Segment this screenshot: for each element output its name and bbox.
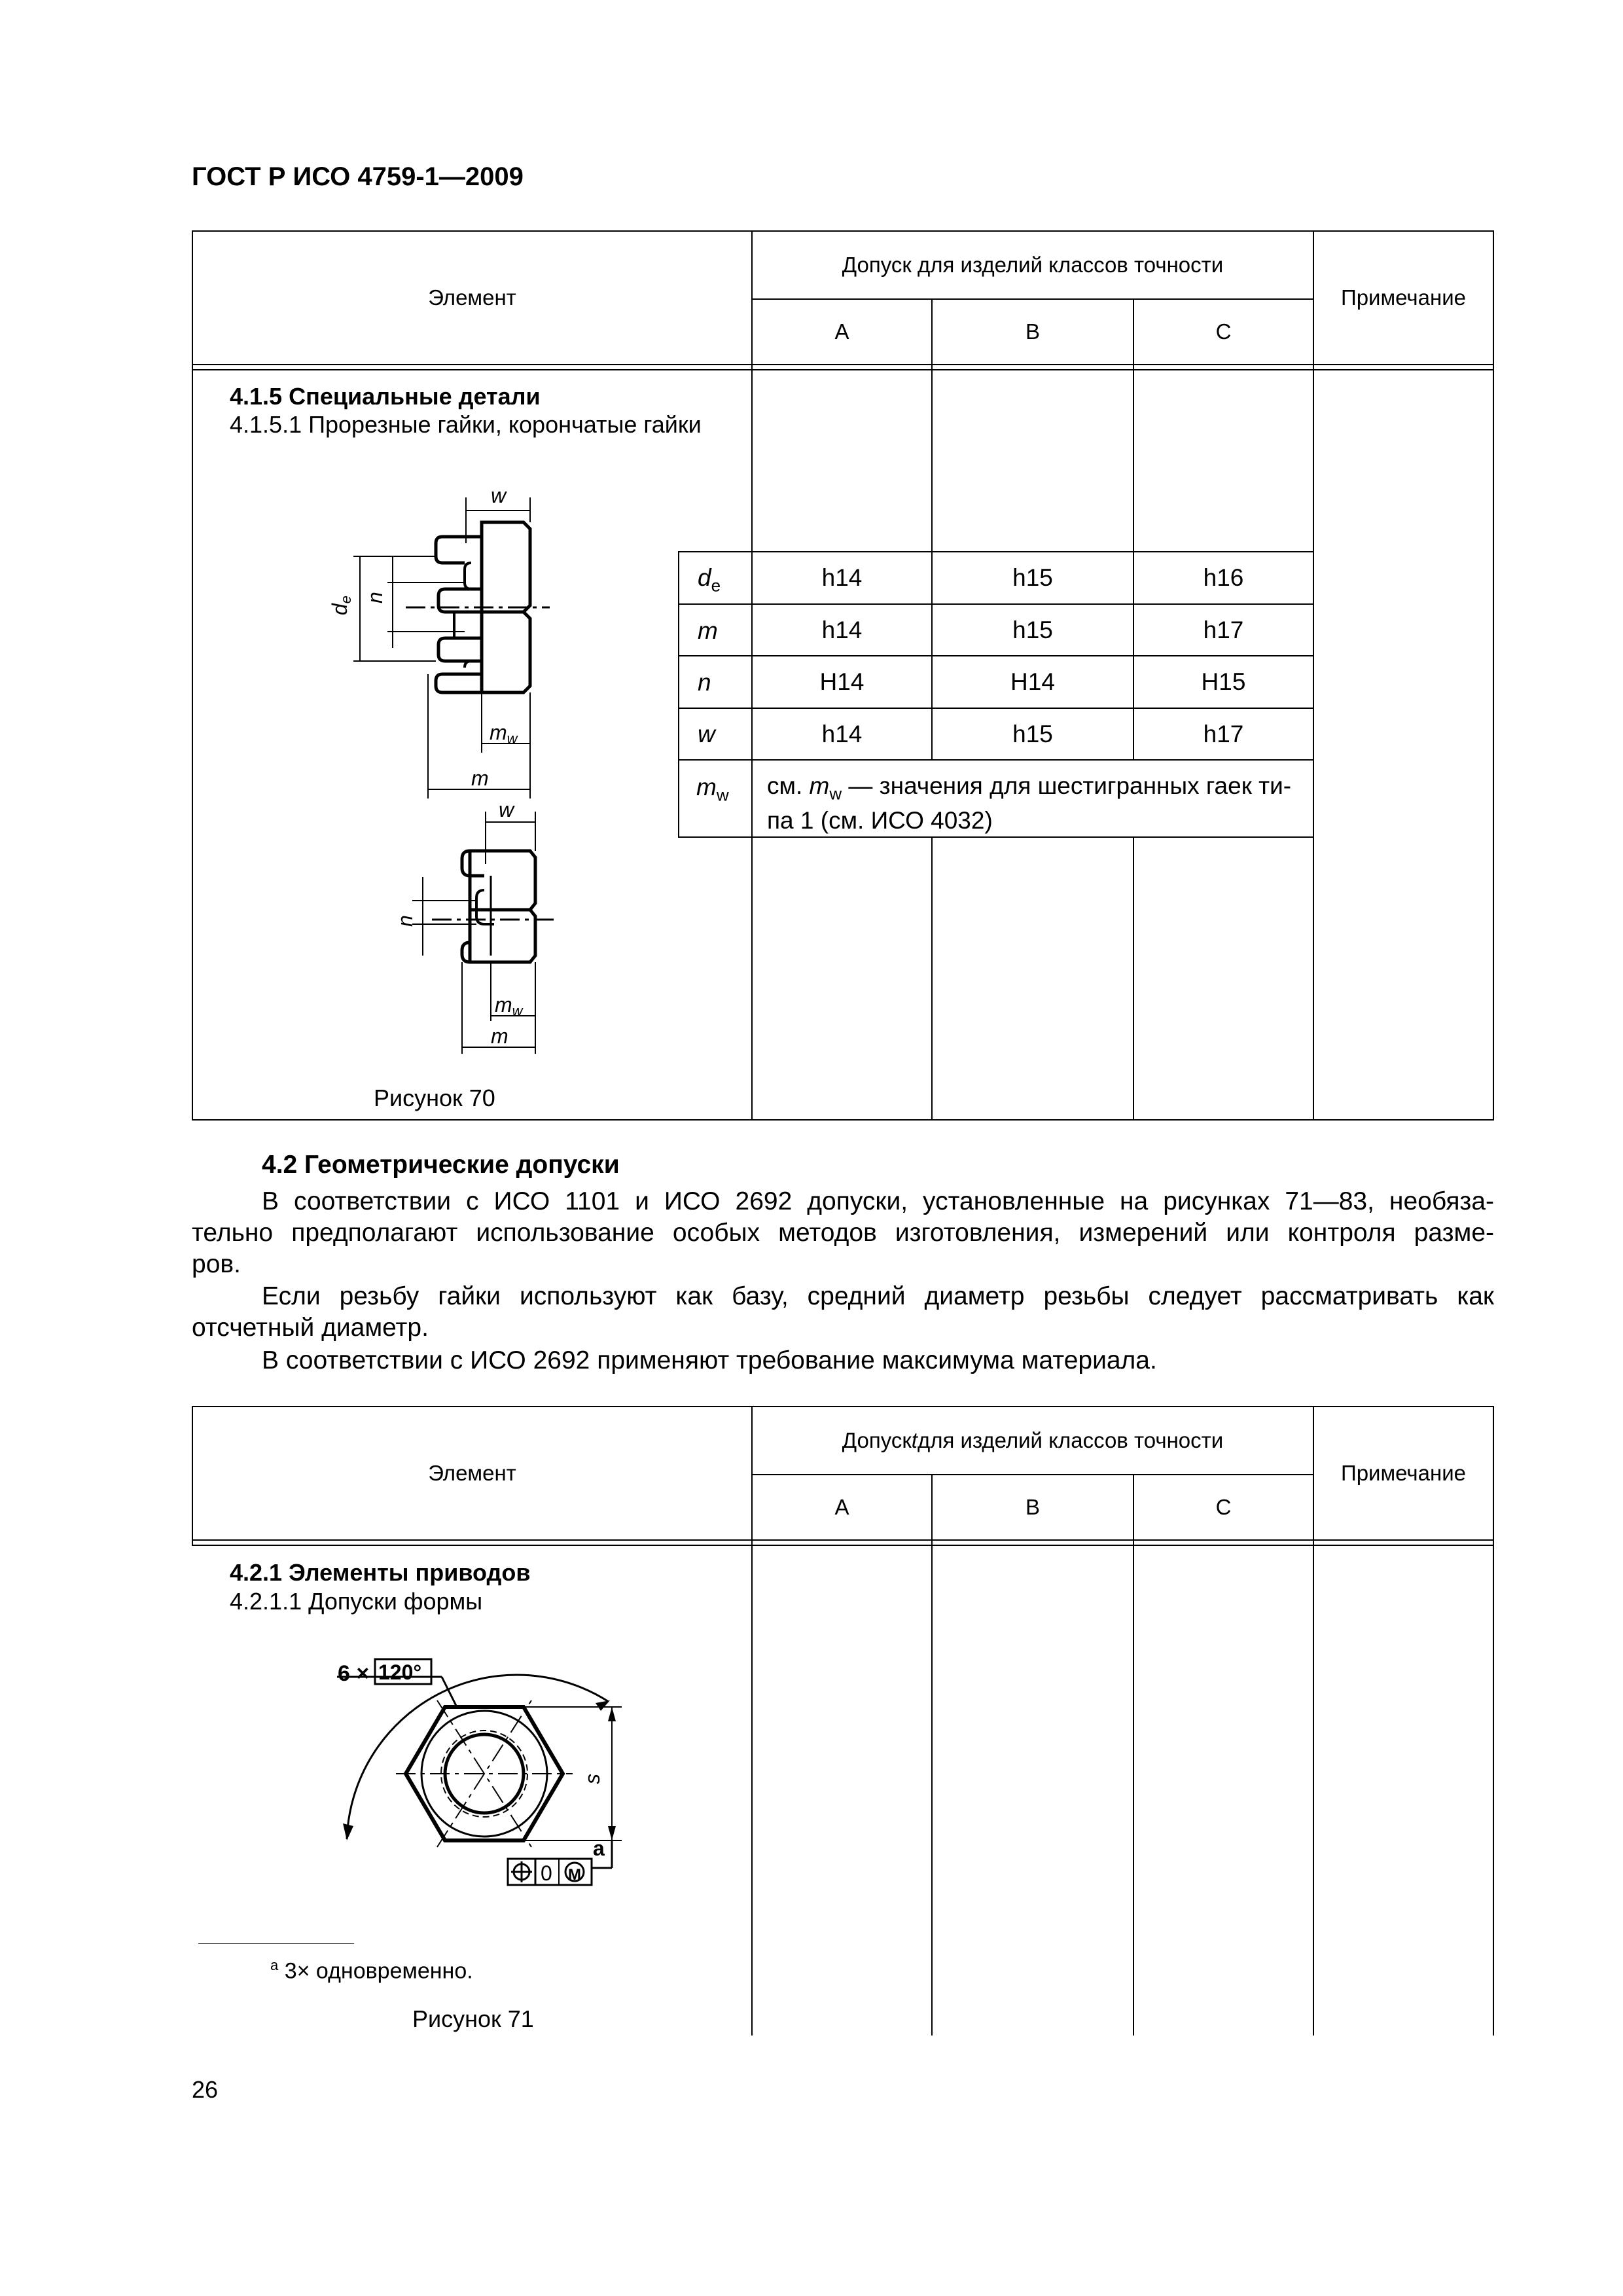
footnote-rule — [198, 1943, 354, 1944]
column-header-tolerance: Допуск для изделий классов точности — [842, 253, 1224, 277]
column-header-note: Примечание — [1340, 1461, 1466, 1485]
fig-label-de: de — [328, 595, 354, 615]
column-header-note: Примечание — [1340, 285, 1466, 310]
column-header-class-a: A — [834, 1495, 849, 1519]
table-cell: H14 — [819, 668, 865, 695]
section-subtitle: 4.2.1.1 Допуски формы — [230, 1588, 483, 1615]
table-cell: h15 — [1012, 720, 1053, 747]
section-title: 4.1.5 Специальные детали — [230, 383, 541, 410]
fig-label-w: w — [491, 484, 507, 507]
fig-label-mw-2: mw — [495, 993, 523, 1019]
symbol-w: w — [698, 721, 715, 747]
fig-label-angle: 120° — [378, 1660, 422, 1684]
fig-label-angle-count: 6 × — [338, 1661, 370, 1686]
max-material-icon: M — [568, 1866, 581, 1884]
figure-caption-70: Рисунок 70 — [374, 1085, 495, 1111]
column-header-tolerance: Допуск t для изделий классов точности — [842, 1428, 1224, 1452]
fig-label-w-2: w — [499, 798, 514, 821]
fig-label-tol: 0 — [541, 1861, 552, 1885]
fig-label-m-2: m — [491, 1024, 508, 1048]
table-cell: h16 — [1203, 564, 1244, 591]
symbol-m: m — [698, 617, 718, 644]
section-heading-4-2: 4.2 Геометрические допуски — [262, 1151, 620, 1179]
table-cell: h17 — [1203, 720, 1244, 747]
document-title: ГОСТ Р ИСО 4759-1—2009 — [192, 162, 524, 191]
slotted-nut-drawing — [314, 458, 576, 1086]
fig-label-mw: mw — [490, 721, 518, 747]
symbol-de: $d_e$ — [698, 564, 721, 596]
table-cell: H15 — [1201, 668, 1246, 695]
column-header-class-b: B — [1025, 1495, 1040, 1519]
table-cell: h17 — [1203, 616, 1244, 643]
fig-label-a: a — [593, 1837, 605, 1860]
table-cell: h14 — [821, 564, 863, 591]
table-cell: h15 — [1012, 564, 1053, 591]
symbol-n: n — [698, 669, 711, 696]
paragraph-2: Если резьбу гайки используют как базу, средний диаметр резьбы следует рассматривать как отсчетный диаметр. — [192, 1282, 1494, 1342]
table-cell: h14 — [821, 720, 863, 747]
page-number: 26 — [192, 2076, 219, 2103]
hex-nut-form-tolerance-drawing — [314, 1630, 654, 1918]
symbol-mw: $m_w$ — [696, 774, 729, 805]
fig-label-s: s — [580, 1774, 604, 1784]
figure-caption-71: Рисунок 71 — [412, 2005, 534, 2032]
column-header-class-a: A — [834, 319, 849, 344]
paragraph-1: В соответствии с ИСО 1101 и ИСО 2692 допуски, установленные на рисунках 71—83, необяза- тельно предполагают использование особых методов изготовления, измерений или контроля разме- ров. — [192, 1187, 1494, 1278]
fig-label-n: n — [363, 592, 387, 603]
table-cell: H14 — [1010, 668, 1055, 695]
column-header-class-c: C — [1215, 319, 1232, 344]
fig-label-m: m — [471, 766, 489, 790]
table-cell: h14 — [821, 616, 863, 643]
section-title: 4.2.1 Элементы приводов — [230, 1559, 531, 1586]
section-subtitle: 4.1.5.1 Прорезные гайки, корончатые гайки — [230, 411, 702, 438]
column-header-element: Элемент — [428, 285, 516, 310]
column-header-element: Элемент — [428, 1461, 516, 1485]
column-header-class-b: B — [1025, 319, 1040, 344]
footnote: $^а$ 3× одновременно. — [270, 1957, 473, 1984]
column-header-class-c: C — [1215, 1495, 1232, 1519]
paragraph-3: В соответствии с ИСО 2692 применяют требование максимума материала. — [262, 1346, 1157, 1374]
mw-note-cell: см. $m_w$ — значения для шестигранных гаек ти- па 1 (см. ИСО 4032) — [767, 772, 1292, 834]
fig-label-n-2: n — [393, 915, 417, 927]
table-cell: h15 — [1012, 616, 1053, 643]
